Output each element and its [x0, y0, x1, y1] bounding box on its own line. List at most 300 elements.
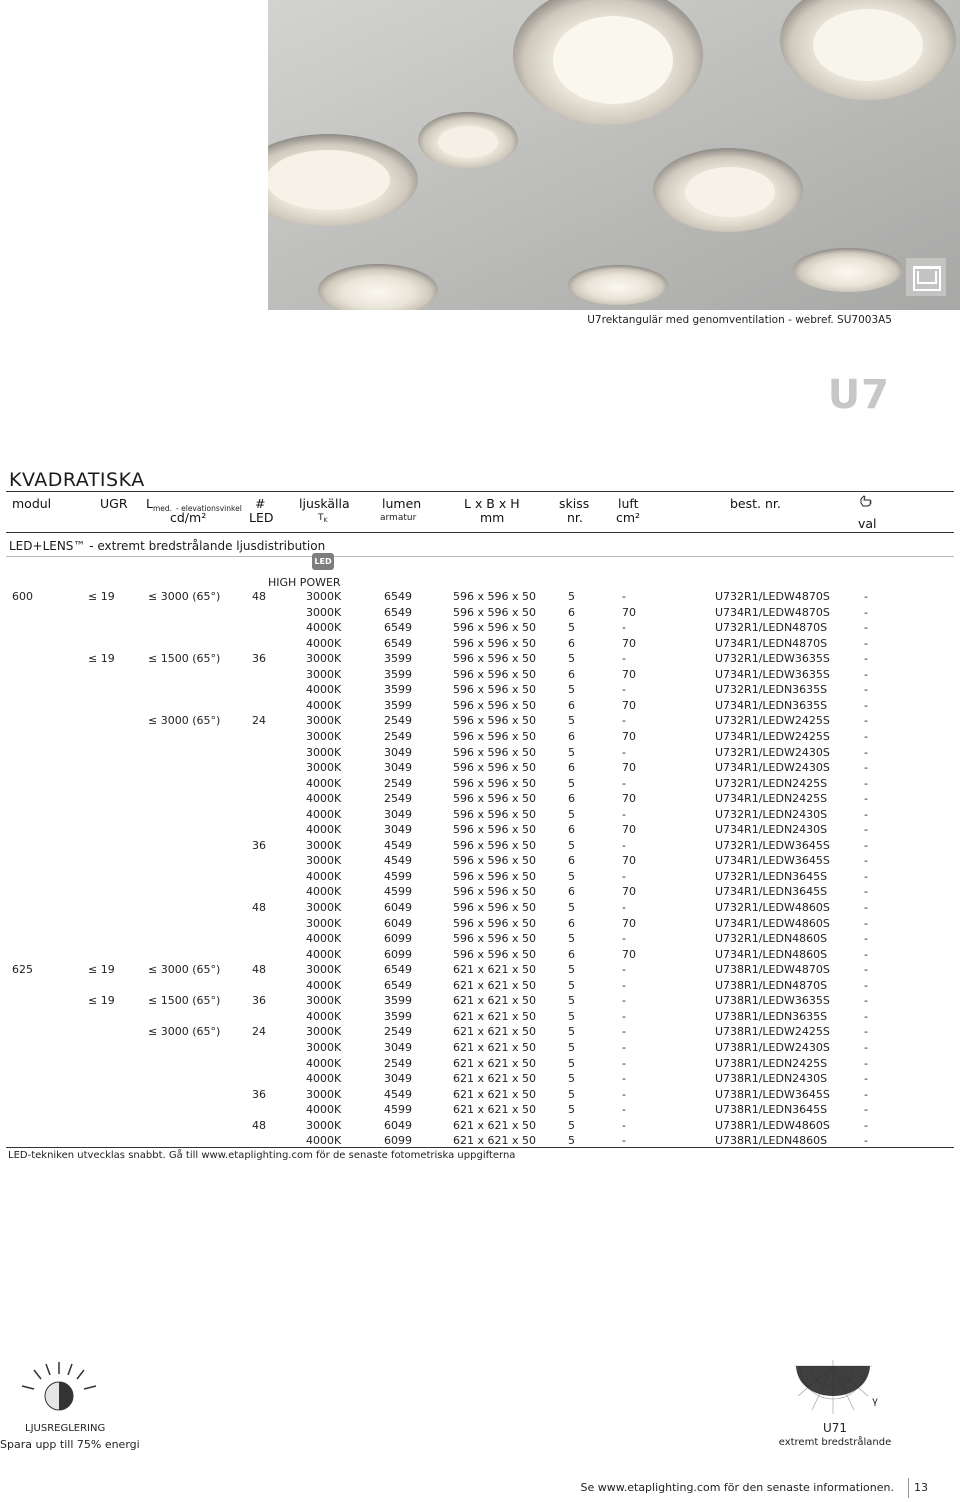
- cell-lumen: 6049: [384, 917, 412, 930]
- cell-source: 3000K: [306, 1025, 342, 1038]
- page-number-divider: [908, 1478, 909, 1498]
- cell-val: -: [864, 1103, 868, 1116]
- cell-dims: 596 x 596 x 50: [453, 917, 536, 930]
- cell-sketch: 6: [568, 885, 575, 898]
- cell-ugr: ≤ 19: [88, 963, 115, 976]
- cell-order-number: U732R1/LEDW4870S: [715, 590, 830, 603]
- cell-sketch: 5: [568, 1041, 575, 1054]
- cell-dims: 596 x 596 x 50: [453, 590, 536, 603]
- cell-val: -: [864, 1041, 868, 1054]
- cell-air: -: [622, 683, 626, 696]
- cell-ugr: ≤ 19: [88, 994, 115, 1007]
- cell-lumen: 2549: [384, 714, 412, 727]
- cell-air: -: [622, 652, 626, 665]
- cell-sketch: 5: [568, 590, 575, 603]
- header-lmed-unit: cd/m²: [170, 510, 207, 525]
- cell-sketch: 5: [568, 746, 575, 759]
- cell-dims: 596 x 596 x 50: [453, 606, 536, 619]
- cell-dims: 596 x 596 x 50: [453, 777, 536, 790]
- cell-source: 3000K: [306, 730, 342, 743]
- cell-air: -: [622, 1088, 626, 1101]
- header-sketch-sub: nr.: [567, 510, 583, 525]
- cell-source: 4000K: [306, 1072, 342, 1085]
- cell-source: 4000K: [306, 683, 342, 696]
- cell-lumen: 3049: [384, 808, 412, 821]
- cell-dims: 621 x 621 x 50: [453, 979, 536, 992]
- cell-sketch: 5: [568, 1072, 575, 1085]
- cell-lmed: ≤ 3000 (65°): [148, 714, 221, 727]
- header-air-sub: cm²: [616, 510, 641, 525]
- cell-dims: 596 x 596 x 50: [453, 637, 536, 650]
- header-val: val: [858, 516, 877, 531]
- page-heading: KVADRATISKA: [9, 469, 145, 491]
- cell-air: -: [622, 1025, 626, 1038]
- cell-dims: 621 x 621 x 50: [453, 1072, 536, 1085]
- cell-dims: 621 x 621 x 50: [453, 1057, 536, 1070]
- cell-source: 3000K: [306, 901, 342, 914]
- cell-dims: 596 x 596 x 50: [453, 746, 536, 759]
- cell-order-number: U734R1/LEDW4870S: [715, 606, 830, 619]
- cell-dims: 621 x 621 x 50: [453, 1103, 536, 1116]
- cell-lmed: ≤ 1500 (65°): [148, 994, 221, 1007]
- cell-order-number: U734R1/LEDN4860S: [715, 948, 828, 961]
- cell-air: 70: [622, 792, 636, 805]
- cell-lumen: 6049: [384, 901, 412, 914]
- cell-lmed: ≤ 1500 (65°): [148, 652, 221, 665]
- cell-source: 4000K: [306, 808, 342, 821]
- cell-lumen: 3599: [384, 668, 412, 681]
- cell-air: 70: [622, 885, 636, 898]
- cell-dims: 621 x 621 x 50: [453, 1010, 536, 1023]
- cell-sketch: 5: [568, 777, 575, 790]
- cell-source: 4000K: [306, 777, 342, 790]
- cell-val: -: [864, 917, 868, 930]
- cell-dims: 596 x 596 x 50: [453, 714, 536, 727]
- cell-sketch: 6: [568, 668, 575, 681]
- cell-source: 4000K: [306, 948, 342, 961]
- cell-air: -: [622, 1103, 626, 1116]
- cell-source: 3000K: [306, 606, 342, 619]
- cell-air: -: [622, 714, 626, 727]
- cell-val: -: [864, 683, 868, 696]
- header-lumen: lumen: [382, 496, 422, 511]
- cell-dims: 621 x 621 x 50: [453, 1025, 536, 1038]
- cell-val: -: [864, 948, 868, 961]
- cell-dims: 596 x 596 x 50: [453, 699, 536, 712]
- light-dimming-icon: [14, 1356, 104, 1420]
- cell-dims: 596 x 596 x 50: [453, 621, 536, 634]
- cell-source: 4000K: [306, 870, 342, 883]
- cell-air: 70: [622, 917, 636, 930]
- cell-modul: 625: [12, 963, 33, 976]
- cell-order-number: U734R1/LEDN4870S: [715, 637, 828, 650]
- cell-lumen: 3599: [384, 994, 412, 1007]
- cell-source: 3000K: [306, 714, 342, 727]
- header-bottom-rule: [6, 532, 954, 533]
- cell-val: -: [864, 606, 868, 619]
- cell-lumen: 6549: [384, 606, 412, 619]
- cell-order-number: U732R1/LEDN4860S: [715, 932, 828, 945]
- cell-led-count: 24: [252, 714, 266, 727]
- cell-sketch: 5: [568, 1057, 575, 1070]
- header-count: #: [255, 496, 266, 511]
- cell-led-count: 36: [252, 994, 266, 1007]
- cell-dims: 621 x 621 x 50: [453, 963, 536, 976]
- cell-lumen: 6099: [384, 932, 412, 945]
- cell-sketch: 6: [568, 637, 575, 650]
- section-title: LED+LENS™ - extremt bredstrålande ljusdistribution: [9, 539, 326, 553]
- cell-order-number: U734R1/LEDN3645S: [715, 885, 828, 898]
- cell-dims: 596 x 596 x 50: [453, 870, 536, 883]
- cell-val: -: [864, 777, 868, 790]
- cell-sketch: 5: [568, 839, 575, 852]
- cell-dims: 596 x 596 x 50: [453, 668, 536, 681]
- cell-order-number: U734R1/LEDW3635S: [715, 668, 830, 681]
- cell-air: -: [622, 1119, 626, 1132]
- cell-led-count: 24: [252, 1025, 266, 1038]
- cell-val: -: [864, 1025, 868, 1038]
- cell-order-number: U738R1/LEDN4860S: [715, 1134, 828, 1147]
- cell-dims: 596 x 596 x 50: [453, 823, 536, 836]
- table-bottom-rule: [6, 1147, 954, 1148]
- cell-dims: 596 x 596 x 50: [453, 901, 536, 914]
- cell-lmed: ≤ 3000 (65°): [148, 963, 221, 976]
- cell-sketch: 6: [568, 761, 575, 774]
- cell-sketch: 5: [568, 994, 575, 1007]
- cell-sketch: 5: [568, 979, 575, 992]
- cell-air: -: [622, 621, 626, 634]
- header-lmed-symbol: L: [146, 496, 153, 511]
- cell-led-count: 48: [252, 901, 266, 914]
- cell-source: 4000K: [306, 979, 342, 992]
- header-dims: L x B x H: [464, 496, 520, 511]
- cell-dims: 596 x 596 x 50: [453, 761, 536, 774]
- cell-val: -: [864, 637, 868, 650]
- cell-lumen: 4599: [384, 1103, 412, 1116]
- cell-sketch: 6: [568, 854, 575, 867]
- cell-source: 3000K: [306, 839, 342, 852]
- cell-sketch: 5: [568, 963, 575, 976]
- cell-source: 4000K: [306, 637, 342, 650]
- cell-source: 4000K: [306, 621, 342, 634]
- cell-val: -: [864, 792, 868, 805]
- cell-order-number: U734R1/LEDW3645S: [715, 854, 830, 867]
- cell-led-count: 48: [252, 590, 266, 603]
- cell-order-number: U738R1/LEDW4860S: [715, 1119, 830, 1132]
- cell-val: -: [864, 885, 868, 898]
- cell-order-number: U734R1/LEDN3635S: [715, 699, 828, 712]
- cell-sketch: 5: [568, 932, 575, 945]
- cell-lumen: 3599: [384, 1010, 412, 1023]
- header-sketch: skiss: [559, 496, 590, 511]
- cell-lumen: 3049: [384, 1041, 412, 1054]
- footer-text: Se www.etaplighting.com för den senaste informationen.: [580, 1481, 894, 1494]
- cell-lumen: 3599: [384, 699, 412, 712]
- cell-order-number: U734R1/LEDW2425S: [715, 730, 830, 743]
- cell-lumen: 6549: [384, 637, 412, 650]
- cell-lumen: 4599: [384, 885, 412, 898]
- cell-val: -: [864, 1088, 868, 1101]
- cell-air: -: [622, 777, 626, 790]
- cell-sketch: 5: [568, 714, 575, 727]
- cell-sketch: 5: [568, 870, 575, 883]
- header-order: best. nr.: [730, 496, 781, 511]
- cell-lumen: 3049: [384, 746, 412, 759]
- cell-source: 3000K: [306, 761, 342, 774]
- footnote: LED-tekniken utvecklas snabbt. Gå till www.etaplighting.com för de senaste fotometriska uppgifterna: [8, 1150, 516, 1161]
- cell-air: -: [622, 590, 626, 603]
- led-badge: LED: [312, 553, 334, 570]
- cell-led-count: 36: [252, 652, 266, 665]
- header-count-sub: LED: [249, 510, 274, 525]
- cell-air: -: [622, 870, 626, 883]
- cell-sketch: 5: [568, 1025, 575, 1038]
- cell-val: -: [864, 590, 868, 603]
- cell-led-count: 36: [252, 839, 266, 852]
- cell-source: 3000K: [306, 994, 342, 1007]
- cell-val: -: [864, 963, 868, 976]
- cell-lumen: 2549: [384, 777, 412, 790]
- cell-sketch: 5: [568, 1103, 575, 1116]
- cell-source: 4000K: [306, 792, 342, 805]
- cell-lumen: 6549: [384, 963, 412, 976]
- header-source-k: K: [323, 517, 328, 524]
- cell-air: -: [622, 808, 626, 821]
- cell-lumen: 3599: [384, 652, 412, 665]
- hand-pointer-icon: [858, 494, 874, 513]
- cell-air: -: [622, 839, 626, 852]
- cell-source: 4000K: [306, 1010, 342, 1023]
- cell-dims: 621 x 621 x 50: [453, 1088, 536, 1101]
- cell-air: 70: [622, 699, 636, 712]
- cell-order-number: U738R1/LEDN3635S: [715, 1010, 828, 1023]
- cell-dims: 596 x 596 x 50: [453, 854, 536, 867]
- cell-order-number: U732R1/LEDW3645S: [715, 839, 830, 852]
- cell-lumen: 3049: [384, 761, 412, 774]
- cell-source: 4000K: [306, 1134, 342, 1147]
- cell-order-number: U732R1/LEDN3645S: [715, 870, 828, 883]
- cell-source: 3000K: [306, 1119, 342, 1132]
- cell-source: 4000K: [306, 1057, 342, 1070]
- cell-sketch: 6: [568, 917, 575, 930]
- cell-order-number: U738R1/LEDN2425S: [715, 1057, 828, 1070]
- cell-dims: 596 x 596 x 50: [453, 948, 536, 961]
- cell-sketch: 5: [568, 1088, 575, 1101]
- cell-val: -: [864, 1119, 868, 1132]
- cell-val: -: [864, 1057, 868, 1070]
- cell-dims: 596 x 596 x 50: [453, 839, 536, 852]
- cell-order-number: U734R1/LEDW2430S: [715, 761, 830, 774]
- cell-val: -: [864, 621, 868, 634]
- cell-order-number: U738R1/LEDW3635S: [715, 994, 830, 1007]
- ceiling-luminaires-illustration: [268, 0, 960, 310]
- cell-modul: 600: [12, 590, 33, 603]
- distribution-title: U71: [822, 1421, 848, 1435]
- cell-source: 4000K: [306, 823, 342, 836]
- cell-lumen: 2549: [384, 730, 412, 743]
- cell-val: -: [864, 932, 868, 945]
- cell-air: 70: [622, 948, 636, 961]
- cell-lumen: 3049: [384, 1072, 412, 1085]
- cell-led-count: 48: [252, 963, 266, 976]
- cell-val: -: [864, 994, 868, 1007]
- cell-air: -: [622, 1041, 626, 1054]
- header-dims-sub: mm: [480, 510, 505, 525]
- cell-sketch: 6: [568, 606, 575, 619]
- product-photo: [268, 0, 960, 310]
- cell-val: -: [864, 808, 868, 821]
- cell-sketch: 5: [568, 901, 575, 914]
- cell-sketch: 5: [568, 1010, 575, 1023]
- cell-sketch: 6: [568, 948, 575, 961]
- cell-lmed: ≤ 3000 (65°): [148, 590, 221, 603]
- cell-air: 70: [622, 637, 636, 650]
- cell-val: -: [864, 1134, 868, 1147]
- cell-air: -: [622, 932, 626, 945]
- photo-caption: U7rektangulär med genomventilation - webref. SU7003A5: [587, 314, 892, 326]
- cell-val: -: [864, 823, 868, 836]
- cell-order-number: U738R1/LEDW2425S: [715, 1025, 830, 1038]
- cell-air: -: [622, 901, 626, 914]
- header-source-sub: [318, 513, 327, 524]
- cell-order-number: U732R1/LEDW2430S: [715, 746, 830, 759]
- cell-source: 4000K: [306, 885, 342, 898]
- cell-lumen: 6099: [384, 948, 412, 961]
- cell-sketch: 5: [568, 808, 575, 821]
- cell-led-count: 48: [252, 1119, 266, 1132]
- cell-order-number: U732R1/LEDN2425S: [715, 777, 828, 790]
- cell-lumen: 3049: [384, 823, 412, 836]
- cell-order-number: U732R1/LEDN3635S: [715, 683, 828, 696]
- cell-dims: 596 x 596 x 50: [453, 885, 536, 898]
- cell-air: 70: [622, 854, 636, 867]
- dimming-title: LJUSREGLERING: [25, 1423, 106, 1434]
- cell-lumen: 2549: [384, 1025, 412, 1038]
- cell-lumen: 4549: [384, 839, 412, 852]
- beam-distribution-icon: [788, 1356, 878, 1416]
- header-lmed-subscript: med.: [152, 504, 173, 513]
- cell-dims: 596 x 596 x 50: [453, 808, 536, 821]
- cell-sketch: 5: [568, 1119, 575, 1132]
- header-lumen-sub: armatur: [380, 513, 417, 523]
- cell-lumen: 6549: [384, 590, 412, 603]
- cell-dims: 596 x 596 x 50: [453, 683, 536, 696]
- distribution-axis-label: γ: [872, 1396, 878, 1407]
- cell-air: -: [622, 1134, 626, 1147]
- cell-order-number: U732R1/LEDN2430S: [715, 808, 828, 821]
- cell-air: -: [622, 1057, 626, 1070]
- cell-val: -: [864, 854, 868, 867]
- cell-air: -: [622, 979, 626, 992]
- cell-dims: 596 x 596 x 50: [453, 792, 536, 805]
- cell-air: -: [622, 963, 626, 976]
- cell-lmed: ≤ 3000 (65°): [148, 1025, 221, 1038]
- cell-sketch: 6: [568, 792, 575, 805]
- cell-source: 3000K: [306, 1041, 342, 1054]
- cell-source: 4000K: [306, 932, 342, 945]
- cell-val: -: [864, 901, 868, 914]
- header-source-t: T: [318, 513, 324, 523]
- page-number: 13: [914, 1481, 928, 1494]
- cell-order-number: U738R1/LEDN3645S: [715, 1103, 828, 1116]
- cell-order-number: U734R1/LEDN2425S: [715, 792, 828, 805]
- cell-source: 4000K: [306, 1103, 342, 1116]
- cell-lumen: 6099: [384, 1134, 412, 1147]
- cell-ugr: ≤ 19: [88, 652, 115, 665]
- cell-val: -: [864, 668, 868, 681]
- cell-air: -: [622, 1072, 626, 1085]
- cell-lumen: 6549: [384, 979, 412, 992]
- cell-sketch: 6: [568, 699, 575, 712]
- cell-order-number: U734R1/LEDN2430S: [715, 823, 828, 836]
- cell-lumen: 6049: [384, 1119, 412, 1132]
- cell-lumen: 4549: [384, 854, 412, 867]
- header-source: ljuskälla: [299, 496, 350, 511]
- cell-order-number: U734R1/LEDW4860S: [715, 917, 830, 930]
- cell-air: 70: [622, 730, 636, 743]
- cell-sketch: 5: [568, 683, 575, 696]
- cell-order-number: U738R1/LEDN2430S: [715, 1072, 828, 1085]
- header-lmed-desc: - elevationsvinkel: [176, 504, 242, 513]
- cell-air: -: [622, 746, 626, 759]
- cell-val: -: [864, 979, 868, 992]
- cell-order-number: U732R1/LEDW2425S: [715, 714, 830, 727]
- cell-source: 3000K: [306, 1088, 342, 1101]
- cell-source: 3000K: [306, 963, 342, 976]
- cell-order-number: U738R1/LEDN4870S: [715, 979, 828, 992]
- cell-val: -: [864, 652, 868, 665]
- cell-source: 3000K: [306, 746, 342, 759]
- cell-dims: 596 x 596 x 50: [453, 932, 536, 945]
- section-rule: [6, 556, 954, 557]
- cell-source: 3000K: [306, 668, 342, 681]
- cell-dims: 621 x 621 x 50: [453, 994, 536, 1007]
- dimming-subtitle: Spara upp till 75% energi: [0, 1438, 140, 1451]
- cell-val: -: [864, 714, 868, 727]
- cell-val: -: [864, 839, 868, 852]
- cell-source: 3000K: [306, 854, 342, 867]
- cell-val: -: [864, 870, 868, 883]
- cell-order-number: U732R1/LEDW3635S: [715, 652, 830, 665]
- cell-lumen: 4549: [384, 1088, 412, 1101]
- cell-val: -: [864, 761, 868, 774]
- cell-dims: 621 x 621 x 50: [453, 1119, 536, 1132]
- high-power-label: HIGH POWER: [268, 576, 341, 589]
- cell-val: -: [864, 1072, 868, 1085]
- cell-dims: 596 x 596 x 50: [453, 652, 536, 665]
- cell-dims: 621 x 621 x 50: [453, 1041, 536, 1054]
- cell-sketch: 6: [568, 730, 575, 743]
- cell-order-number: U738R1/LEDW4870S: [715, 963, 830, 976]
- header-top-rule: [6, 491, 954, 492]
- header-ugr: UGR: [100, 496, 128, 511]
- cell-dims: 621 x 621 x 50: [453, 1134, 536, 1147]
- cell-air: -: [622, 1010, 626, 1023]
- cell-val: -: [864, 1010, 868, 1023]
- cell-sketch: 5: [568, 652, 575, 665]
- cell-source: 3000K: [306, 652, 342, 665]
- product-code: U7: [827, 372, 890, 418]
- cell-air: 70: [622, 606, 636, 619]
- distribution-subtitle: extremt bredstrålande: [778, 1437, 892, 1448]
- cell-dims: 596 x 596 x 50: [453, 730, 536, 743]
- cell-lumen: 6549: [384, 621, 412, 634]
- luminaire-profile-icon: [906, 258, 946, 296]
- cell-air: 70: [622, 823, 636, 836]
- cell-lumen: 3599: [384, 683, 412, 696]
- cell-order-number: U732R1/LEDW4860S: [715, 901, 830, 914]
- cell-order-number: U738R1/LEDW3645S: [715, 1088, 830, 1101]
